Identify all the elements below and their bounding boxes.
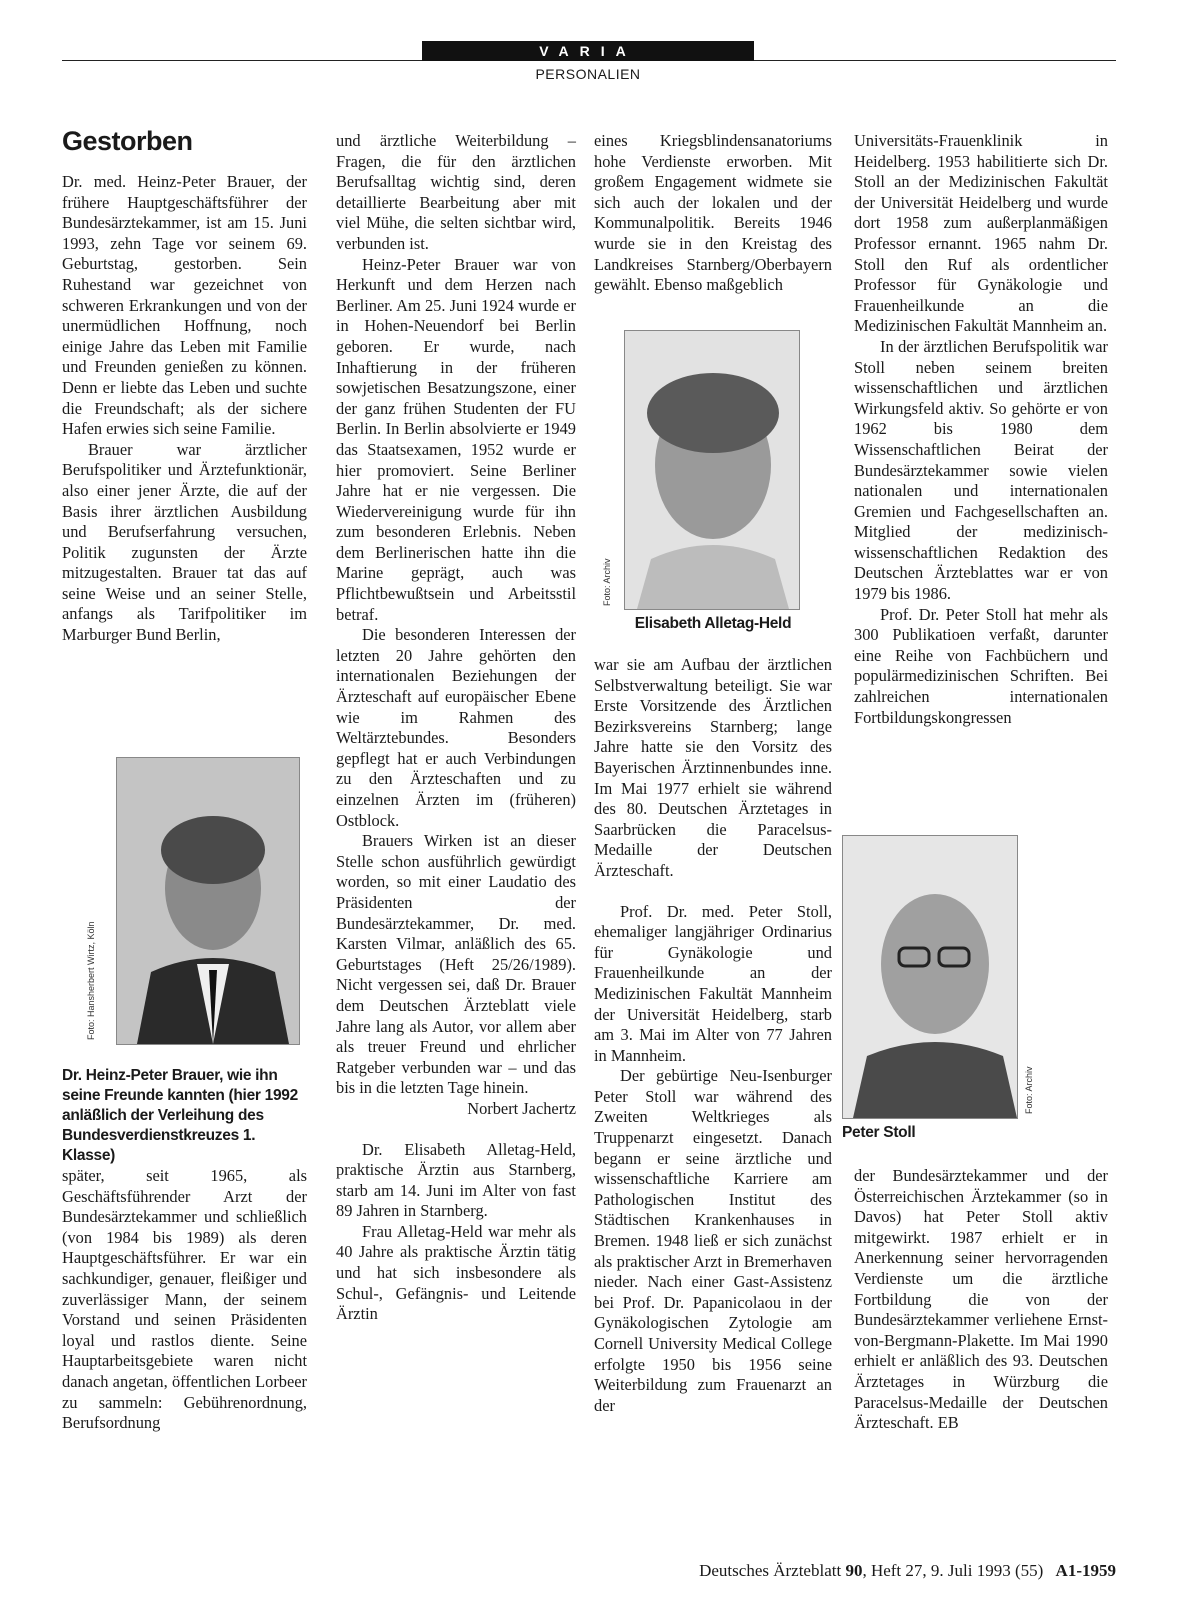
stoll-publications: Prof. Dr. Peter Stoll hat mehr als 300 Publikatioen verfaßt, darunter eine Reihe von Fachbüchern und populärmedizinischen Schriften. Bei zahlreichen internationalen Fortbildungskongressen [854,604,1108,727]
journal-volume: 90 [845,1561,863,1580]
brauer-photo [116,757,300,1045]
column-3-top [594,131,832,296]
brauer-career-continued: später, seit 1965, als Geschäftsführender Arzt der Bundesärztekammer und schließlich (von 1984 bis 1989) als deren Hauptgeschäftsführer. Er war ein sachkundiger, genauer, fleißiger und zuverlässiger Mann, der seinem Vorstand und seinen Präsidenten loyal und rastlos diente. Seine Hauptarbeitsgebiete waren nicht danach angetan, öffentlichen Lorbeer zu sammeln: Gebührenordnung, Berufsordnung [62,1166,307,1433]
stoll-intro: Prof. Dr. med. Peter Stoll, ehemaliger langjähriger Ordinarius für Gynäkologie und Frauenheilkunde an der Medizinischen Fakultät Mannheim der Universität Heidelberg, starb am 3. Mai im Alter von 77 Jahren in Mannheim. [594,901,832,1065]
alletag-photo-credit: Foto: Archiv [602,558,612,606]
brauer-international: Die besonderen Interessen der letzten 20 Jahre gehörten den internationalen Beziehungen der Ärzteschaft auf europäischer Ebene wie im Rahmen des Weltärztebundes. Besonders gepflegt hat er auch Verbindungen zu den Ärzteschaften und zu einzelnen Ärzten im (früheren) Ostblock. [336,625,576,830]
column-4-top [854,131,1108,728]
alletag-photo [624,330,800,610]
column-3-bottom [594,655,832,1416]
stoll-politics: In der ärztlichen Berufspolitik war Stoll neben seinem breiten wissenschaftlichen und ärztlichen Wirkungsfeld aktiv. So gehörte er von 1962 bis 1980 dem Wissenschaftlichen Beirat der Bundesärztekammer sowie vielen nationalen und internationalen Gremien und Fachgesellschaften an. Mitglied der medizinisch-wissenschaftlichen Redaktion des Deutschen Ärzteblattes war er von 1979 bis 1986. [854,336,1108,604]
author-signature: Norbert Jachertz [467,1098,576,1118]
alletag-career: Frau Alletag-Held war mehr als 40 Jahre als praktische Ärztin tätig und hat sich insbesondere als Schul-, Gefängnis- und Leitende Ärztin [336,1221,576,1324]
section-banner: VARIA [422,41,754,61]
stoll-photo [842,835,1018,1119]
brauer-topics: und ärztliche Weiterbildung – Fragen, die für den ärztlichen Berufsalltag wichtig sind, deren detaillierte Bearbeitung aber mit viel Mühe, die selten sichtbar wird, verbunden ist. [336,131,576,253]
portrait-illustration [117,758,299,1044]
column-2 [336,131,576,1325]
column-1-top [62,172,307,646]
issue-date: , Heft 27, 9. Juli 1993 (55) [862,1561,1044,1580]
brauer-tribute: Brauers Wirken ist an dieser Stelle schon ausführlich gewürdigt worden, so mit einer Laudatio des Präsidenten der Bundesärztekammer, Dr. med. Karsten Vilmar, anläßlich des 65. Geburtstages (Heft 25/26/1989). Nicht vergessen sei, daß Dr. Brauer dem Deutschen Ärzteblatt viele Jahre lang als Autor, vor allem aber als treuer Freund und ehrlicher Ratgeber verbunden war – und das bis in die letzten Tage hinein. [336,831,576,1098]
page-footer [699,1561,1116,1581]
alletag-photo-caption: Elisabeth Alletag-Held [634,615,792,632]
stoll-awards [854,1166,1108,1434]
brauer-career: Brauer war ärztlicher Berufspolitiker und Ärztefunktionär, also einer jener Ärzte, die auf der Basis ihrer ärztlichen Ausbildung und Berufserfahrung versuchen, Politik zugunsten der Ärzte mitzugestalten. Brauer tat das auf seine Weise und an seiner Stelle, anfangs als Tarifpolitiker im Marburger Bund Berlin, [62,439,307,645]
stoll-photo-caption: Peter Stoll [842,1124,916,1141]
alletag-politics: eines Kriegsblindensanatoriums hohe Verdienste erworben. Mit großem Engagement widmete sie sich auch der lokalen und der Kommunalpolitik. Bereits 1946 wurde sie in den Kreistag des Landkreises Starnberg/Oberbayern gewählt. Ebenso maßgeblich [594,131,832,295]
page-title: Gestorben [62,126,193,156]
author-initials: EB [937,1413,959,1433]
portrait-illustration [625,331,799,609]
subsection-label: PERSONALIEN [535,66,641,82]
alletag-selfadmin: war sie am Aufbau der ärztlichen Selbstverwaltung beteiligt. Sie war Erste Vorsitzende des Ärztlichen Bezirksvereins Starnberg; lange Jahre hatte sie den Vorsitz des Bayerischen Ärztinnenbundes inne. Im Mai 1977 erhielt sie während des 80. Deutschen Ärztetages in Saarbrücken die Paracelsus-Medaille der Deutschen Ärzteschaft. [594,655,832,880]
journal-name: Deutsches Ärzteblatt [699,1561,842,1580]
brauer-intro: Dr. med. Heinz-Peter Brauer, der frühere Hauptgeschäftsführer der Bundesärztekammer, ist am 15. Juni 1993, zehn Tage vor seinem 69. Geburtstag, gestorben. Sein Ruhestand war gezeichnet von schweren Erkrankungen und von der unermüdlichen Hoffnung, noch einige Jahre das Leben mit Familie und Freunden genießen zu können. Denn er liebte das Leben und suchte die Freundschaft; als der sichere Hafen erwies sich seine Familie. [62,172,307,439]
brauer-biography: Heinz-Peter Brauer war von Herkunft und dem Herzen nach Berliner. Am 25. Juni 1924 wurde er in Hohen-Neuendorf bei Berlin geboren. Er wurde, nach Inhaftierung in der früheren sowjetischen Besatzungszone, einer der ganz frühen Studenten der FU Berlin. In Berlin absolvierte er 1949 das Staatsexamen, 1952 wurde er hier promoviert. Seine Berliner Jahre hat er nie vergessen. Die Wiedervereinigung wurde für ihn zum besonderen Erlebnis. Neben dem Berlinerischen hatte ihn die Marine geprägt, auch was Pflichtbewußtsein und Arbeitsstil betraf. [336,254,576,624]
brauer-photo-caption: Dr. Heinz-Peter Brauer, wie ihn seine Freunde kannten (hier 1992 anläßlich der Verleihung des Bundesverdienstkreuzes 1. Klasse) [62,1067,298,1164]
column-4-bottom [854,1166,1108,1434]
alletag-intro: Dr. Elisabeth Alletag-Held, praktische Ärztin aus Starnberg, starb am 14. Juni im Alter von fast 89 Jahren in Starnberg. [336,1139,576,1221]
stoll-awards-text: der Bundesärztekammer und der Österreichischen Ärztekammer (so in Davos) hat Peter Stoll aktiv mitgewirkt. 1987 erhielt er in Anerkennung seiner hervorragenden Verdienste um die ärztliche Fortbildung die von der Bundesärztekammer verliehene Ernst-von-Bergmann-Plakette. Im Mai 1990 erhielt er anläßlich des 93. Deutschen Ärztetages in Würzburg die Paracelsus-Medaille der Deutschen Ärzteschaft. [854,1166,1108,1433]
stoll-habilitation: Universitäts-Frauenklinik in Heidelberg. 1953 habilitierte sich Dr. Stoll an der Medizinischen Fakultät der Universität Heidelberg und wurde dort 1958 zum außerplanmäßigen Professor ernannt. 1965 nahm Dr. Stoll den Ruf als ordentlicher Professor für Gynäkologie und Frauenheilkunde an die Medizinischen Fakultät Mannheim an. [854,131,1108,336]
portrait-illustration [843,836,1017,1118]
page-number: A1-1959 [1055,1561,1116,1580]
column-1-bottom [62,1166,307,1434]
brauer-photo-credit: Foto: Hansherbert Wirtz, Köln [86,921,96,1040]
stoll-photo-credit: Foto: Archiv [1024,1066,1034,1114]
stoll-career: Der gebürtige Neu-Isenburger Peter Stoll war während des Zweiten Weltkrieges als Truppenarzt eingesetzt. Danach begann er seine ärztliche und wissenschaftliche Karriere am Pathologischen Institut des Städtischen Krankenhauses in Bremen. 1948 ließ er sich zunächst als praktischer Arzt in Bremerhaven nieder. Nach einer Gast-Assistenz bei Prof. Dr. Papanicolaou in der Gynäkologischen Zytologie am Cornell University Medical College erfolgte 1950 bis 1956 seine Weiterbildung zum Frauenarzt an der [594,1066,832,1415]
